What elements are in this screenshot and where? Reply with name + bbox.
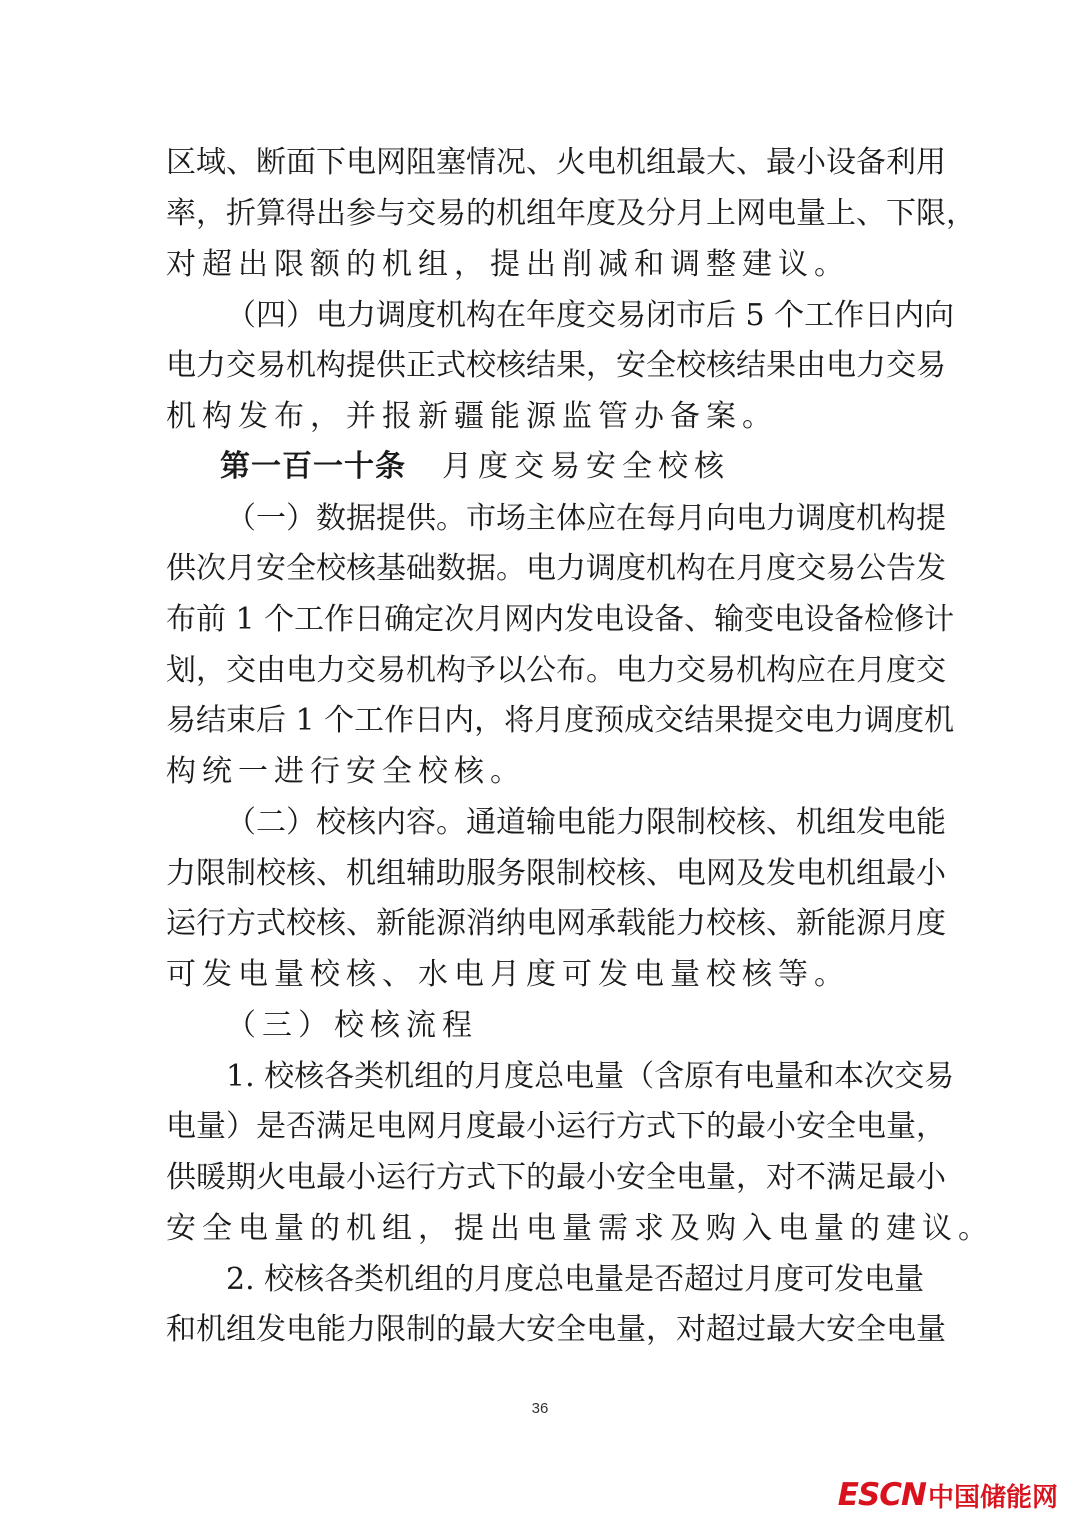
page-number: 36 xyxy=(531,1400,549,1417)
text-line: 供暖期火电最小运行方式下的最小安全电量，对不满足最小 xyxy=(166,1160,946,1195)
text-line: 电量）是否满足电网月度最小运行方式下的最小安全电量， xyxy=(166,1109,946,1144)
text-line: （三）校核流程 xyxy=(226,1008,478,1043)
text-line: 区域、断面下电网阻塞情况、火电机组最大、最小设备利用 xyxy=(166,145,946,180)
text-line: 力限制校核、机组辅助服务限制校核、电网及发电机组最小 xyxy=(166,856,946,891)
text-line: 对超出限额的机组，提出削减和调整建议。 xyxy=(166,247,850,282)
text-line: 布前 1 个工作日确定次月网内发电设备、输变电设备检修计 xyxy=(166,602,955,637)
text-line: 2. 校核各类机组的月度总电量是否超过月度可发电量 xyxy=(226,1262,925,1297)
text-line: 机构发布，并报新疆能源监管办备案。 xyxy=(166,399,778,434)
text-line: （四）电力调度机构在年度交易闭市后 5 个工作日内向 xyxy=(226,298,955,333)
text-line: 和机组发电能力限制的最大安全电量，对超过最大安全电量 xyxy=(166,1312,946,1347)
watermark-cn-text: 中国储能网 xyxy=(927,1482,1058,1513)
text-line: 1. 校核各类机组的月度总电量（含原有电量和本次交易 xyxy=(226,1059,955,1094)
text-line: 率，折算得出参与交易的机组年度及分月上网电量上、下限， xyxy=(166,196,976,231)
text-line: 电力交易机构提供正式校核结果，安全校核结果由电力交易 xyxy=(166,348,946,383)
text-line: 划，交由电力交易机构予以公布。电力交易机构应在月度交 xyxy=(166,653,946,688)
text-line: 安全电量的机组，提出电量需求及购入电量的建议。 xyxy=(166,1211,994,1246)
text-line: 运行方式校核、新能源消纳电网承载能力校核、新能源月度 xyxy=(166,906,946,941)
watermark-en-text: ESCN xyxy=(837,1477,926,1513)
article-name: 月度交易安全校核 xyxy=(442,449,730,484)
text-line: （二）校核内容。通道输电能力限制校核、机组发电能 xyxy=(226,805,946,840)
text-line: 可发电量校核、水电月度可发电量校核等。 xyxy=(166,957,850,992)
text-line: 供次月安全校核基础数据。电力调度机构在月度交易公告发 xyxy=(166,551,946,586)
article-heading xyxy=(220,447,730,487)
text-line: 易结束后 1 个工作日内，将月度预成交结果提交电力调度机 xyxy=(166,703,955,738)
escn-watermark-logo xyxy=(838,1475,1058,1515)
text-line: 构统一进行安全校核。 xyxy=(166,754,526,789)
text-line: （一）数据提供。市场主体应在每月向电力调度机构提 xyxy=(226,501,946,536)
article-number: 第一百一十条 xyxy=(220,449,406,484)
